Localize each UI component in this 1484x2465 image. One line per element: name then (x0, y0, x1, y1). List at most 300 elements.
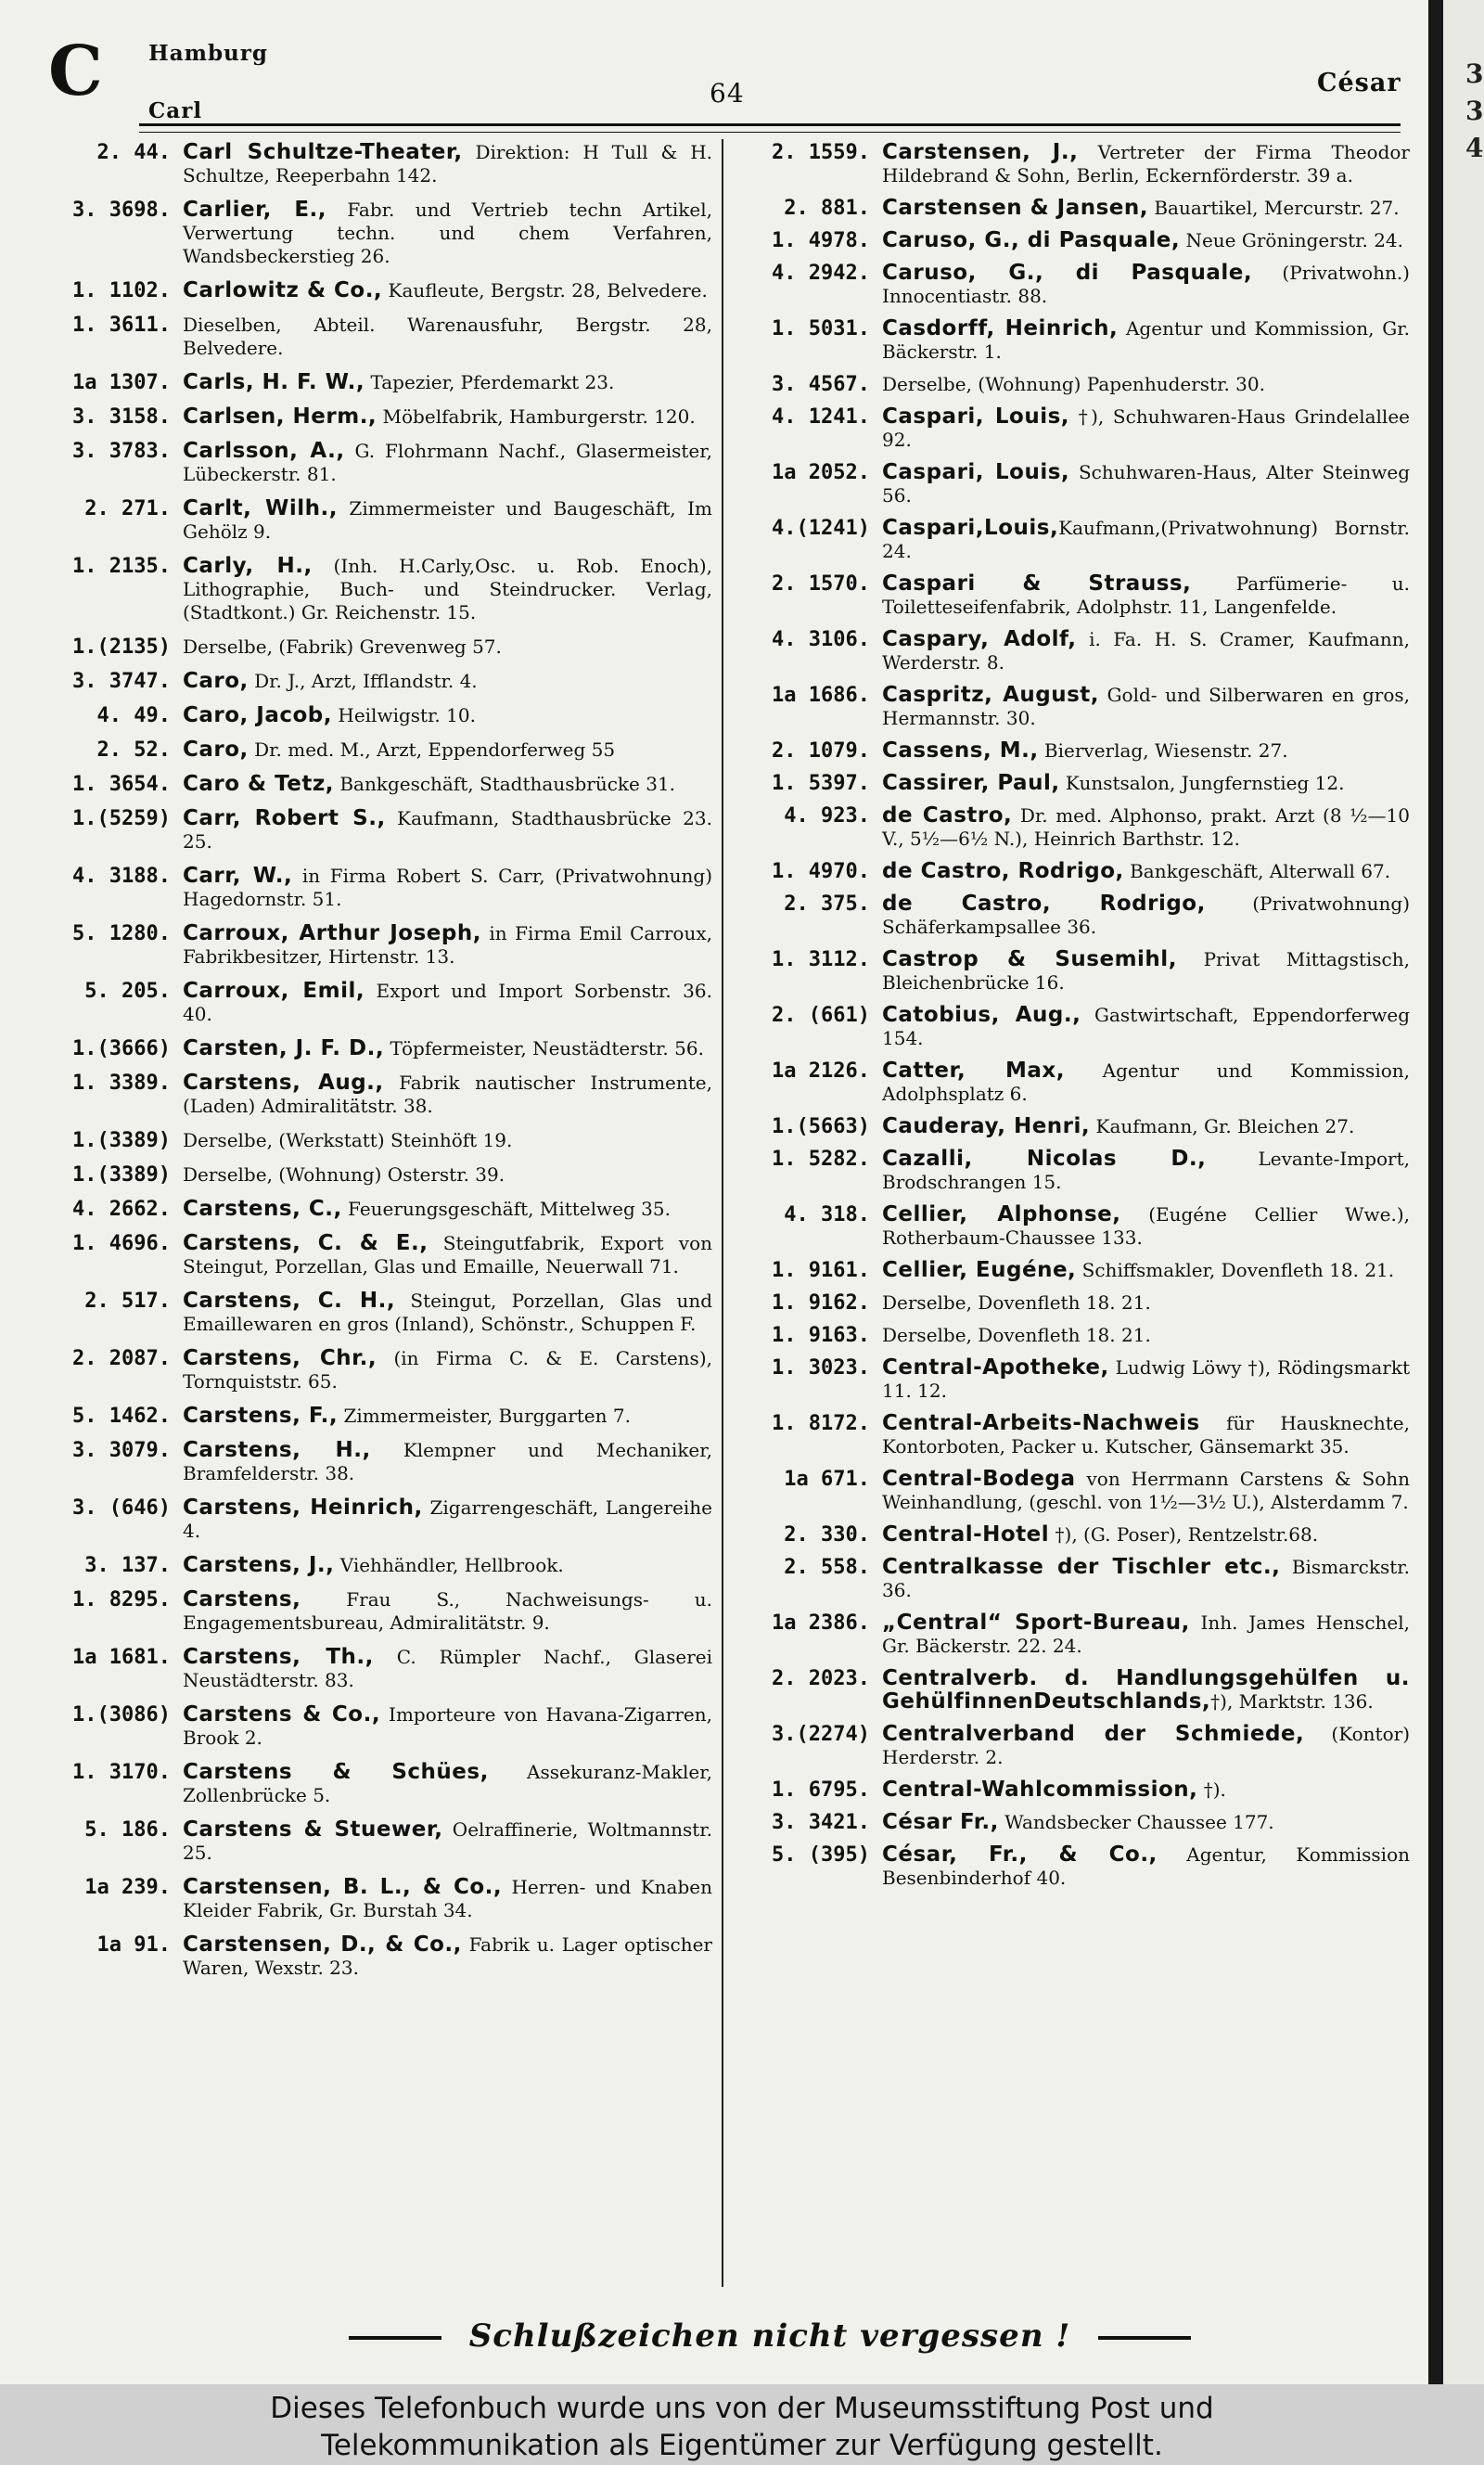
phone-number: 1. 5282. (772, 1148, 870, 1171)
phone-number: 2. (661) (772, 1004, 870, 1027)
entry-details: (Privatwohn.) Innocentiastr. 88. (882, 262, 1410, 307)
entry-body (882, 141, 1410, 187)
subscriber-name: César, Fr., & Co., (882, 1842, 1158, 1867)
entry-body (882, 317, 1410, 364)
phone-number: 1. 4978. (772, 229, 870, 252)
section-letter: C (48, 32, 103, 111)
entry-details: (Privatwohnung) Schäferkampsallee 36. (882, 892, 1411, 938)
phone-number: 3. 3079. (72, 1439, 171, 1462)
entry-details: Herren- und Knaben Kleider Fabrik, Gr. Burstah 34. (183, 1876, 712, 1921)
directory-entry (48, 314, 712, 360)
next-page-edge-chars: 3 3 4 (1465, 58, 1484, 163)
subscriber-name: Centralverband der Schmiede, (882, 1722, 1305, 1746)
phone-number: 1. 5397. (772, 772, 870, 795)
entry-details: Dr. med. Alphonso, prakt. Arzt (8 ½—10 V., 5½—6½ N.), Heinrich Barthstr. 12. (882, 804, 1410, 850)
subscriber-name: Carr, W., (183, 864, 293, 888)
directory-entry (748, 948, 1410, 995)
entry-body (882, 684, 1410, 730)
directory-entry (748, 197, 1410, 220)
phone-number: 1.(5259) (72, 807, 171, 830)
directory-entry (748, 804, 1410, 851)
entry-details: Importeure von Havana-Zigarren, Brook 2. (183, 1703, 712, 1749)
entry-details: †), Schuhwaren-Haus Grindelallee 92. (882, 405, 1410, 451)
entry-details: G. Flohrmann Nachf., Glasermeister, Lübeckerstr. 81. (183, 440, 712, 485)
phone-number: 2. 1079. (772, 739, 870, 763)
directory-entry (748, 1611, 1410, 1658)
entry-body (882, 1004, 1410, 1050)
directory-entry (48, 1072, 712, 1118)
entry-body (183, 738, 712, 762)
phone-number: 1a 239. (84, 1876, 171, 1899)
phone-number: 1. 8172. (772, 1412, 870, 1435)
entry-details: Kunstsalon, Jungfernstieg 12. (1059, 772, 1345, 794)
entry-body (183, 670, 712, 693)
entry-body (882, 860, 1410, 883)
subscriber-name: Carstens, C., (183, 1197, 342, 1221)
entry-body (183, 1818, 712, 1865)
subscriber-name: Carlsen, Herm., (183, 404, 377, 429)
directory-entry (748, 1259, 1410, 1282)
entry-details: Schiffsmakler, Dovenfleth 18. 21. (1076, 1259, 1395, 1281)
footer-reminder (315, 2317, 1224, 2355)
entry-body (183, 440, 712, 486)
entry-body (183, 773, 712, 796)
directory-entry (748, 1843, 1410, 1890)
phone-number: 1. 3389. (72, 1072, 171, 1095)
entry-details: Frau S., Nachweisungs- u. Engagementsbureau, Admiralitätstr. 9. (183, 1588, 712, 1634)
entry-body (882, 373, 1410, 396)
phone-number: 2. 52. (96, 738, 171, 762)
entry-body (882, 572, 1410, 619)
entry-body (183, 1496, 712, 1543)
phone-number: 3. 3698. (72, 199, 171, 222)
directory-entry (748, 1324, 1410, 1347)
directory-entry (48, 1646, 712, 1692)
directory-entry (748, 628, 1410, 674)
phone-number: 3. (646) (72, 1496, 171, 1520)
entry-details: Bauartikel, Mercurstr. 27. (1148, 197, 1400, 219)
directory-entry (748, 1523, 1410, 1547)
subscriber-name: Carlt, Wilh., (183, 496, 338, 520)
subscriber-name: Catobius, Aug., (882, 1003, 1081, 1027)
directory-entry (48, 1588, 712, 1635)
phone-number: 3. 137. (84, 1554, 171, 1577)
subscriber-name: Carstensen & Jansen, (882, 196, 1148, 220)
phone-number: 1. 3170. (72, 1761, 171, 1784)
phone-number: 4. 318. (784, 1203, 870, 1226)
entry-body (882, 1468, 1410, 1514)
phone-number: 1.(3666) (72, 1037, 171, 1060)
subscriber-name: Central-Apotheke, (882, 1355, 1109, 1380)
entry-details: Privat Mittagstisch, Bleichenbrücke 16. (882, 948, 1410, 994)
directory-entry (48, 1496, 712, 1543)
phone-number: 2. 558. (784, 1556, 870, 1579)
phone-number: 2. 330. (784, 1523, 870, 1547)
entry-details: Heilwigstr. 10. (332, 704, 476, 726)
phone-number: 1. 3654. (72, 773, 171, 796)
subscriber-name: Carroux, Arthur Joseph, (183, 921, 481, 945)
phone-number: 1. 6795. (772, 1778, 870, 1802)
directory-entry (48, 405, 712, 429)
subscriber-name: Carstens & Stuewer, (183, 1817, 443, 1842)
directory-entry (48, 1439, 712, 1485)
subscriber-name: Caspritz, August, (882, 683, 1100, 707)
subscriber-name: Central-Arbeits-Nachweis (882, 1411, 1200, 1435)
phone-number: 1. 9163. (772, 1324, 870, 1347)
subscriber-name: de Castro, (882, 803, 1013, 828)
entry-details: Direktion: H Tull & H. Schultze, Reeperbahn 142. (183, 141, 712, 186)
entry-body (183, 1232, 712, 1278)
entry-details: Agentur, Kommission Besenbinderhof 40. (882, 1843, 1410, 1889)
entry-body (183, 1072, 712, 1118)
entry-body (183, 279, 712, 302)
directory-entry (48, 555, 712, 624)
entry-details: Derselbe, Dovenfleth 18. 21. (882, 1291, 1151, 1314)
entry-body (183, 1876, 712, 1922)
phone-number: 2. 517. (84, 1290, 171, 1313)
directory-entry (48, 773, 712, 796)
subscriber-name: Caruso, G., di Pasquale, (882, 261, 1253, 285)
directory-entry (48, 704, 712, 727)
phone-number: 4. 3106. (772, 628, 870, 651)
entry-details: i. Fa. H. S. Cramer, Kaufmann, Werderstr. 8. (882, 628, 1411, 674)
entry-body (183, 1290, 712, 1336)
entry-details: C. Rümpler Nachf., Glaserei Neustädterstr. 83. (183, 1646, 712, 1691)
directory-entry (748, 772, 1410, 795)
directory-entry (748, 739, 1410, 763)
directory-entry (748, 1004, 1410, 1050)
entry-details: Zigarrengeschäft, Langereihe 4. (183, 1496, 713, 1542)
directory-entry (48, 922, 712, 969)
entry-body (882, 229, 1410, 252)
subscriber-name: Cassirer, Paul, (882, 771, 1060, 795)
entry-body (882, 1556, 1410, 1602)
phone-number: 1.(2135) (72, 636, 171, 659)
entry-details: Töpfermeister, Neustädterstr. 56. (384, 1037, 704, 1059)
subscriber-name: Carstens, Th., (183, 1645, 374, 1669)
directory-entry (48, 1405, 712, 1428)
entry-details: Derselbe, Dovenfleth 18. 21. (882, 1324, 1151, 1346)
entry-body (183, 1588, 712, 1635)
phone-number: 2. 375. (784, 892, 870, 916)
directory-entry (48, 1198, 712, 1221)
directory-entry (48, 807, 712, 854)
phone-number: 1. 4970. (772, 860, 870, 883)
phone-number: 2. 1570. (772, 572, 870, 596)
entry-body (882, 262, 1410, 308)
subscriber-name: Cazalli, Nicolas D., (882, 1147, 1207, 1171)
subscriber-name: Carly, H., (183, 554, 313, 578)
entry-body (882, 1723, 1410, 1769)
header-rule-thin (139, 132, 1401, 133)
directory-entry (748, 1556, 1410, 1602)
subscriber-name: Carsten, J. F. D., (183, 1036, 385, 1060)
subscriber-name: Carlowitz & Co., (183, 278, 383, 302)
entry-details: (Kontor) Herderstr. 2. (882, 1723, 1411, 1768)
directory-entry (48, 141, 712, 187)
subscriber-name: Carstens, C. & E., (183, 1231, 429, 1255)
entry-details: †), Marktstr. 136. (1210, 1690, 1374, 1713)
entry-details: Zimmermeister und Baugeschäft, Im Gehölz 9. (183, 497, 712, 543)
entry-body (183, 1933, 712, 1980)
subscriber-name: Carroux, Emil, (183, 979, 365, 1003)
subscriber-name: Central-Bodega (882, 1467, 1076, 1491)
subscriber-name: Carstens & Schües, (183, 1760, 489, 1784)
entry-body (882, 1115, 1410, 1138)
subscriber-name: Carstens, C. H., (183, 1289, 396, 1313)
directory-entry (48, 1290, 712, 1336)
footer-rule-right (1098, 2336, 1191, 2340)
phone-number: 1. 1102. (72, 279, 171, 302)
directory-entry (748, 1059, 1410, 1106)
directory-entry (48, 980, 712, 1026)
subscriber-name: Caruso, G., di Pasquale, (882, 228, 1181, 252)
entry-body (183, 1646, 712, 1692)
phone-number: 5. 1462. (72, 1405, 171, 1428)
entry-body (882, 1203, 1410, 1250)
phone-number: 1.(3389) (72, 1163, 171, 1187)
phone-number: 1a 91. (96, 1933, 171, 1957)
entry-body (882, 1843, 1410, 1890)
subscriber-name: de Castro, Rodrigo, (882, 859, 1124, 883)
entry-details: Bankgeschäft, Alterwall 67. (1123, 860, 1391, 882)
entry-details: Steingut, Porzellan, Glas und Emaillewaren en gros (Inland), Schönstr., Schuppen F. (183, 1290, 713, 1335)
phone-number: 1. 9161. (772, 1259, 870, 1282)
footer-rule-left (349, 2336, 441, 2340)
entry-body (882, 461, 1410, 507)
directory-entry (48, 1163, 712, 1187)
phone-number: 3.(2274) (772, 1723, 870, 1746)
phone-number: 3. 4567. (772, 373, 870, 396)
directory-entry (48, 1347, 712, 1393)
phone-number: 2. 2087. (72, 1347, 171, 1370)
entry-details: Bismarckstr. 36. (882, 1556, 1410, 1601)
subscriber-name: Carr, Robert S., (183, 806, 386, 830)
entry-body (183, 314, 712, 360)
subscriber-name: Carstens, Chr., (183, 1346, 377, 1370)
right-column (748, 141, 1410, 1899)
entry-details: Export und Import Sorbenstr. 36. 40. (183, 980, 712, 1025)
phone-number: 1. 8295. (72, 1588, 171, 1611)
header-last-word: César (1317, 69, 1401, 97)
directory-entry (748, 1356, 1410, 1403)
entry-details: Dr. med. M., Arzt, Eppendorferweg 55 (248, 738, 616, 761)
subscriber-name: Carlier, E., (183, 198, 327, 222)
entry-details: Kaufleute, Bergstr. 28, Belvedere. (382, 279, 708, 302)
entry-body (183, 1761, 712, 1807)
phone-number: 2. 271. (84, 497, 171, 520)
subscriber-name: Casdorff, Heinrich, (882, 316, 1119, 340)
entry-body (183, 865, 712, 911)
phone-number: 1a 2052. (772, 461, 870, 484)
directory-entry (748, 517, 1410, 563)
entry-body (183, 1439, 712, 1485)
phone-number: 3. 3783. (72, 440, 171, 463)
entry-details: Kaufmann, Stadthausbrücke 23. 25. (183, 807, 712, 853)
entry-details: Derselbe, (Werkstatt) Steinhöft 19. (183, 1129, 513, 1151)
directory-entry (748, 1723, 1410, 1769)
entry-body (882, 1523, 1410, 1547)
phone-number: 2. 2023. (772, 1667, 870, 1690)
directory-entry (48, 199, 712, 268)
directory-entry (748, 262, 1410, 308)
entry-details: Bankgeschäft, Stadthausbrücke 31. (333, 773, 676, 795)
entry-body (183, 704, 712, 727)
entry-details: Dr. J., Arzt, Ifflandstr. 4. (248, 670, 478, 692)
subscriber-name: Cassens, M., (882, 738, 1039, 763)
entry-details: Feuerungsgeschäft, Mittelweg 35. (341, 1198, 671, 1220)
entry-body (882, 772, 1410, 795)
directory-entry (748, 860, 1410, 883)
subscriber-name: Carstens, Heinrich, (183, 1496, 423, 1520)
phone-number: 3. 3158. (72, 405, 171, 429)
phone-number: 4. 1241. (772, 405, 870, 429)
subscriber-name: Caspari,Louis, (882, 516, 1059, 540)
phone-number: 1a 2386. (772, 1611, 870, 1635)
directory-entry (48, 670, 712, 693)
directory-entry (48, 440, 712, 486)
entry-body (882, 1611, 1410, 1658)
footer-reminder-text: Schlußzeichen nicht vergessen ! (468, 2317, 1071, 2355)
entry-details: Dieselben, Abteil. Warenausfuhr, Bergstr. 28, Belvedere. (183, 314, 712, 359)
phone-number: 1a 1686. (772, 684, 870, 707)
subscriber-name: Carstensen, J., (882, 140, 1079, 164)
subscriber-name: Cellier, Alphonse, (882, 1202, 1121, 1226)
entry-details: †). (1197, 1778, 1226, 1801)
entry-details: (Inh. H.Carly,Osc. u. Rob. Enoch), Lithographie, Buch- und Steindrucker. Verlag, (Stadtkont.) Gr. Reichenstr. 15. (183, 555, 712, 623)
entry-details: Inh. James Henschel, Gr. Bäckerstr. 22. 24. (882, 1611, 1410, 1657)
phone-number: 4. 923. (784, 804, 870, 828)
entry-details: Assekuranz-Makler, Zollenbrücke 5. (183, 1761, 712, 1806)
entry-details: Tapezier, Pferdemarkt 23. (365, 371, 615, 393)
entry-details: Vertreter der Firma Theodor Hildebrand & Sohn, Berlin, Eckernförderstr. 39 a. (882, 141, 1410, 186)
entry-body (882, 1259, 1410, 1282)
directory-entry (748, 141, 1410, 187)
directory-entry (48, 1818, 712, 1865)
entry-body (183, 1163, 712, 1187)
subscriber-name: Carl Schultze-Theater, (183, 140, 463, 164)
entry-details: Ludwig Löwy †), Rödingsmarkt 11. 12. (882, 1356, 1410, 1402)
subscriber-name: Carstensen, B. L., & Co., (183, 1875, 503, 1899)
entry-details: Neue Gröningerstr. 24. (1180, 229, 1403, 251)
subscriber-name: Caro, Jacob, (183, 703, 333, 727)
entry-body (882, 1667, 1410, 1714)
directory-entry (48, 1037, 712, 1060)
credit-banner (0, 2384, 1484, 2465)
entry-body (183, 1347, 712, 1393)
directory-entry (748, 1468, 1410, 1514)
entry-details: Möbelfabrik, Hamburgerstr. 120. (377, 405, 696, 428)
subscriber-name: Caro, (183, 669, 249, 693)
entry-details: Derselbe, (Wohnung) Osterstr. 39. (183, 1163, 505, 1186)
directory-entry (748, 1412, 1410, 1458)
subscriber-name: Centralkasse der Tischler etc., (882, 1555, 1281, 1579)
entry-body (183, 1554, 712, 1577)
directory-entry (48, 1933, 712, 1980)
phone-number: 1a 1681. (72, 1646, 171, 1669)
subscriber-name: Centralverb. d. Handlungsgehülfen u. GehülfinnenDeutschlands, (882, 1666, 1410, 1714)
phone-number: 3. 3421. (772, 1811, 870, 1834)
phone-number: 4.(1241) (772, 517, 870, 540)
subscriber-name: Carstens, F., (183, 1404, 339, 1428)
directory-entry (48, 865, 712, 911)
phone-number: 1. 3023. (772, 1356, 870, 1380)
directory-entry (748, 405, 1410, 452)
subscriber-name: Caspari & Strauss, (882, 571, 1192, 596)
entry-details: Fabrik nautischer Instrumente, (Laden) Admiralitätstr. 38. (183, 1072, 712, 1117)
entry-details: Steingutfabrik, Export von Steingut, Porzellan, Glas und Emaille, Neuerwall 71. (183, 1232, 712, 1277)
subscriber-name: Carls, H. F. W., (183, 370, 365, 394)
entry-body (183, 636, 712, 659)
directory-entry (748, 1811, 1410, 1834)
entry-body (882, 405, 1410, 452)
phone-number: 1. 5031. (772, 317, 870, 340)
directory-entry (748, 1115, 1410, 1138)
entry-body (882, 1356, 1410, 1403)
subscriber-name: Caspari, Louis, (882, 404, 1070, 429)
entry-details: Kaufmann, Gr. Bleichen 27. (1090, 1115, 1355, 1137)
entry-details: Kaufmann,(Privatwohnung) Bornstr. 24. (882, 517, 1410, 562)
subscriber-name: „Central“ Sport-Bureau, (882, 1611, 1190, 1635)
phone-number: 1a 671. (784, 1468, 870, 1491)
entry-details: Derselbe, (Fabrik) Grevenweg 57. (183, 636, 502, 658)
phone-number: 4. 49. (96, 704, 171, 727)
entry-body (882, 1291, 1410, 1315)
directory-entry (748, 373, 1410, 396)
entry-details: in Firma Robert S. Carr, (Privatwohnung) Hagedornstr. 51. (183, 865, 712, 910)
entry-details: Parfümerie- u. Toiletteseifenfabrik, Adolphstr. 11, Langenfelde. (882, 572, 1410, 618)
entry-details: Fabr. und Vertrieb techn Artikel, Verwertung techn. und chem Verfahren, Wandsbeckerstieg 26. (183, 199, 712, 267)
entry-details: †), (G. Poser), Rentzelstr.68. (1049, 1523, 1319, 1546)
directory-entry (48, 1876, 712, 1922)
phone-number: 1a 2126. (772, 1059, 870, 1083)
entry-body (183, 199, 712, 268)
directory-entry (748, 572, 1410, 619)
subscriber-name: Caro & Tetz, (183, 772, 334, 796)
entry-body (183, 497, 712, 544)
entry-details: Agentur und Kommission, Adolphsplatz 6. (882, 1059, 1410, 1105)
entry-details: (Eugéne Cellier Wwe.), Rotherbaum-Chaussee 133. (882, 1203, 1410, 1249)
phone-number: 4. 2942. (772, 262, 870, 285)
directory-entry (48, 1232, 712, 1278)
subscriber-name: Catter, Max, (882, 1059, 1065, 1083)
directory-entry (48, 636, 712, 659)
header-rule (139, 123, 1401, 126)
entry-body (183, 1129, 712, 1152)
subscriber-name: Carstens, (183, 1587, 301, 1611)
subscriber-name: Cellier, Eugéne, (882, 1258, 1077, 1282)
entry-body (882, 804, 1410, 851)
subscriber-name: Carstens, H., (183, 1438, 371, 1462)
directory-entry (748, 1291, 1410, 1315)
page-number: 64 (710, 78, 745, 109)
entry-body (882, 1778, 1410, 1802)
subscriber-name: Carstens, Aug., (183, 1071, 384, 1095)
subscriber-name: Carstens & Co., (183, 1702, 381, 1727)
subscriber-name: Castrop & Susemihl, (882, 947, 1177, 971)
subscriber-name: Caspary, Adolf, (882, 627, 1077, 651)
entry-body (882, 892, 1410, 939)
entry-body (882, 948, 1410, 995)
entry-body (882, 1324, 1410, 1347)
entry-body (183, 405, 712, 429)
column-divider (722, 139, 723, 2287)
directory-entry (48, 1129, 712, 1152)
directory-entry (48, 1703, 712, 1750)
phone-number: 5. 186. (84, 1818, 171, 1842)
entry-body (882, 517, 1410, 563)
entry-details: Oelraffinerie, Woltmannstr. 25. (183, 1818, 712, 1864)
